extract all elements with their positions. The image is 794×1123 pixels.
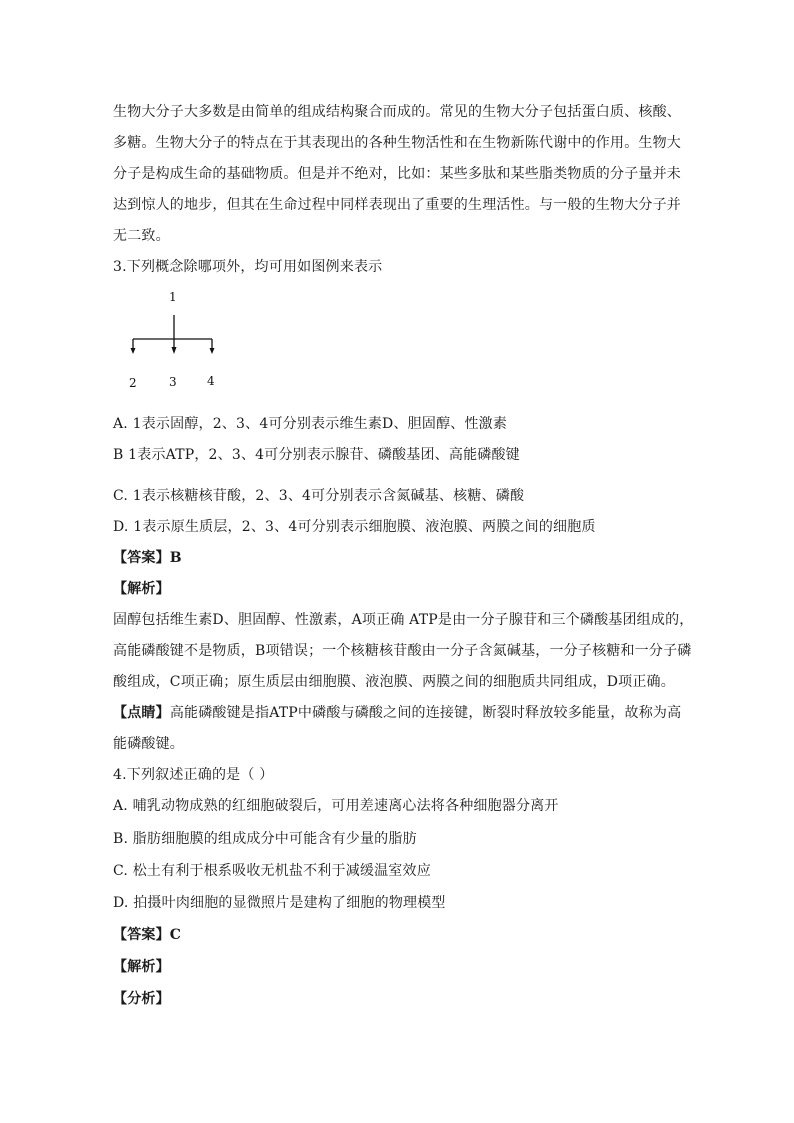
- q4-option-c: C. 松土有利于根系吸收无机盐不利于减缓温室效应: [113, 863, 431, 879]
- intro-line-5: 无二致。: [113, 228, 170, 244]
- intro-line-2: 多糖。生物大分子的特点在于其表现出的各种生物活性和在生物新陈代谢中的作用。生物大: [113, 135, 681, 151]
- q4-stem: 4.下列叙述正确的是（ ）: [113, 767, 274, 783]
- q3-option-d: D. 1表示原生质层，2、3、4可分别表示细胞膜、液泡膜、两膜之间的细胞质: [113, 519, 596, 535]
- q3-option-c: C. 1表示核糖核苷酸，2、3、4可分别表示含氮碱基、核糖、磷酸: [113, 488, 525, 504]
- intro-line-1: 生物大分子大多数是由简单的组成结构聚合而成的。常见的生物大分子包括蛋白质、核酸、: [113, 104, 681, 120]
- q3-analysis-heading: 【解析】: [113, 581, 170, 597]
- diagram-label-4: 4: [207, 374, 215, 388]
- q3-tip-text: 高能磷酸键是指ATP中磷酸与磷酸之间的连接键，断裂时释放较多能量，故称为高: [169, 705, 682, 721]
- intro-line-3: 分子是构成生命的基础物质。但是并不绝对，比如：某些多肽和某些脂类物质的分子量并未: [113, 166, 681, 182]
- arrow-middle-icon: [172, 347, 177, 354]
- q3-analysis-line-1: 固醇包括维生素D、胆固醇、性激素，A项正确 ATP是由一分子腺苷和三个磷酸基团组成的，: [113, 612, 694, 628]
- q3-stem: 3.下列概念除哪项外，均可用如图例来表示: [113, 259, 383, 275]
- q3-answer: 【答案】B: [113, 550, 182, 566]
- q4-option-a: A. 哺乳动物成熟的红细胞破裂后，可用差速离心法将各种细胞器分离开: [113, 798, 559, 814]
- diagram-label-1: 1: [169, 290, 177, 304]
- q4-answer: 【答案】C: [113, 927, 182, 943]
- q4-option-b: B. 脂肪细胞膜的组成成分中可能含有少量的脂肪: [113, 831, 417, 847]
- q3-option-a: A. 1表示固醇，2、3、4可分别表示维生素D、胆固醇、性激素: [113, 416, 508, 432]
- q3-tip-label: 【点睛】: [113, 705, 170, 721]
- q3-tip-line-1: [113, 703, 693, 723]
- q3-option-b: B 1表示ATP，2、3、4可分别表示腺苷、磷酸基团、高能磷酸键: [113, 447, 520, 463]
- q3-analysis-line-2: 高能磷酸键不是物质，B项错误；一个核糖核苷酸由一分子含氮碱基，一分子核糖和一分子磷: [113, 643, 692, 659]
- q3-analysis-line-3: 酸组成，C项正确；原生质层由细胞膜、液泡膜、两膜之间的细胞质共同组成，D项正确。: [113, 674, 675, 690]
- arrow-left-icon: [131, 348, 136, 354]
- diagram-label-3: 3: [169, 375, 177, 389]
- q3-tip-line-2: 能磷酸键。: [113, 736, 184, 752]
- q4-option-d: D. 拍摄叶肉细胞的显微照片是建构了细胞的物理模型: [113, 895, 446, 911]
- concept-tree-diagram: [113, 285, 233, 395]
- q4-analysis-heading: 【解析】: [113, 959, 170, 975]
- diagram-label-2: 2: [129, 376, 137, 390]
- arrow-right-icon: [210, 348, 215, 354]
- intro-line-4: 达到惊人的地步，但其在生命过程中同样表现出了重要的生理活性。与一般的生物大分子并: [113, 197, 681, 213]
- q4-subheading-analysis: 【分析】: [113, 991, 170, 1007]
